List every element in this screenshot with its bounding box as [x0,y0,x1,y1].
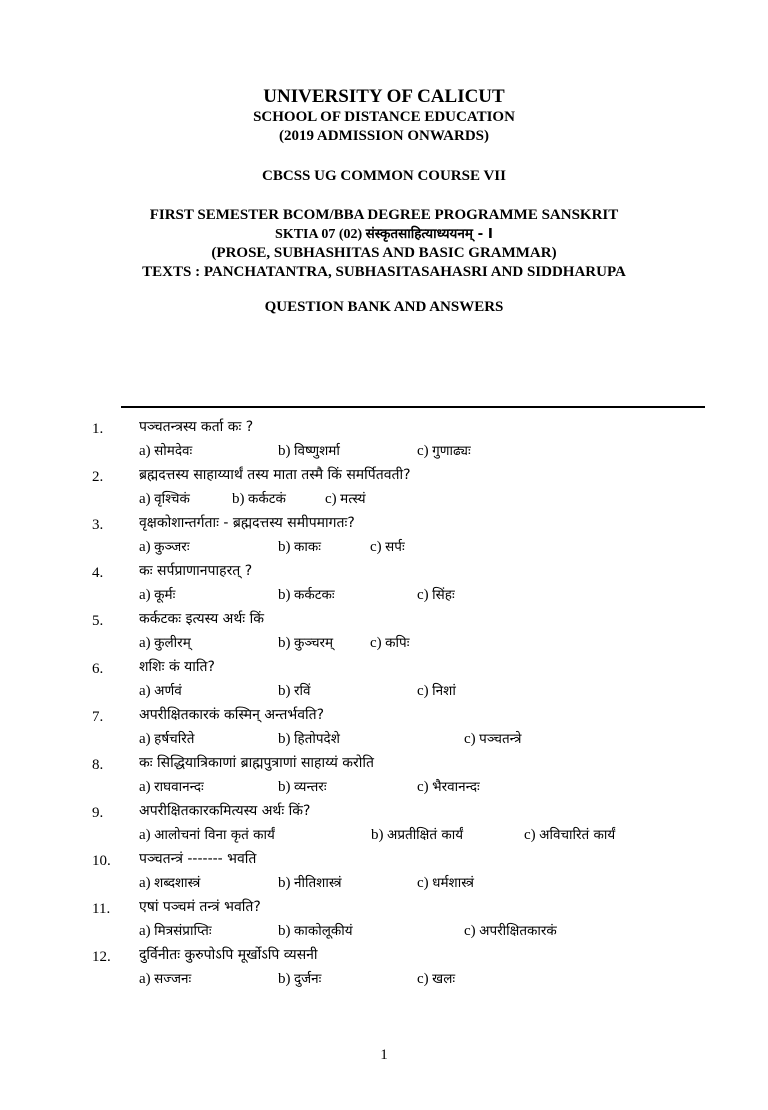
option-text: कुञ्जरः [154,539,190,555]
option-label: a) [139,491,151,507]
option-text: अर्णवं [154,683,182,699]
answer-option [139,441,192,460]
question-text: अपरीक्षितकारकमित्यस्य अर्थः किं? [139,803,311,819]
answer-option [139,921,212,940]
document-page [0,86,768,1110]
answer-option [139,873,200,892]
answer-option [524,825,615,844]
option-label: a) [139,875,151,891]
university-title: UNIVERSITY OF CALICUT [263,86,505,107]
option-label: b) [278,443,291,459]
option-label: c) [417,779,429,795]
answer-option [417,873,474,892]
answer-option [278,777,327,796]
option-label: b) [278,539,291,555]
question-item [0,801,768,849]
option-text: दुर्जनः [294,971,322,987]
question-number: 10. [92,853,111,869]
answer-option [417,969,455,988]
answer-option [371,825,463,844]
section-heading: QUESTION BANK AND ANSWERS [264,299,504,315]
question-text: एषां पञ्चमं तन्त्रं भवति? [139,899,261,915]
question-item [0,753,768,801]
question-text: कः सिद्धियात्रिकाणां ब्राह्मपुत्राणां साहाय्यं करोति [139,755,374,771]
option-label: c) [524,827,536,843]
question-number: 1. [92,421,104,437]
option-text: कुञ्चरम् [294,635,334,651]
option-label: b) [278,923,291,939]
option-text: नीतिशास्त्रं [294,875,342,891]
option-text: अपरीक्षितकारकं [479,923,557,939]
answer-option [278,537,321,556]
texts-line: TEXTS : PANCHATANTRA, SUBHASITASAHASRI AND SIDDHARUPA [142,264,626,280]
option-label: a) [139,587,151,603]
question-item [0,705,768,753]
question-item [0,417,768,465]
option-text: विष्णुशर्मा [294,443,340,459]
option-label: c) [417,971,429,987]
option-text: सिंहः [432,587,455,603]
answer-option [370,537,405,556]
option-text: काकः [294,539,321,555]
answer-option [139,489,190,508]
option-label: b) [232,491,245,507]
question-item [0,849,768,897]
answer-option [278,921,353,940]
answer-option [417,585,455,604]
question-number: 9. [92,805,104,821]
option-text: सर्पः [385,539,405,555]
option-text: निशां [432,683,456,699]
option-label: c) [464,923,476,939]
option-label: b) [371,827,384,843]
option-label: c) [417,443,429,459]
question-number: 11. [92,901,111,917]
option-text: कूर्मः [154,587,176,603]
option-label: b) [278,875,291,891]
question-item [0,945,768,993]
answer-option [417,777,480,796]
paper-line [0,225,768,244]
option-text: खलः [432,971,456,987]
question-number: 3. [92,517,104,533]
option-label: a) [139,923,151,939]
question-text: कर्कटकः इत्यस्य अर्थः किं [139,611,264,627]
option-label: a) [139,731,151,747]
paper-title: संस्कृतसाहित्याध्ययनम् - I [365,226,493,242]
question-item [0,513,768,561]
question-text: पञ्चतन्त्रस्य कर्ता कः ? [139,419,254,435]
answer-option [139,825,275,844]
question-text: दुर्विनीतः कुरुपोऽपि मूर्खोऽपि व्यसनी [139,947,318,963]
answer-option [139,681,182,700]
option-label: b) [278,971,291,987]
option-label: b) [278,587,291,603]
option-label: b) [278,683,291,699]
course-line: CBCSS UG COMMON COURSE VII [262,168,506,184]
option-label: a) [139,443,151,459]
option-text: सज्जनः [154,971,192,987]
answer-option [325,489,366,508]
question-item [0,465,768,513]
option-text: राघवानन्दः [154,779,204,795]
question-number: 5. [92,613,104,629]
option-label: c) [417,587,429,603]
option-text: कुलीरम् [154,635,191,651]
answer-option [139,585,175,604]
answer-option [139,729,194,748]
page-number: 1 [380,1047,388,1063]
question-text: कः सर्पप्राणानपाहरत् ? [139,563,253,579]
question-item [0,561,768,609]
question-item [0,897,768,945]
option-text: कपिः [385,635,410,651]
question-number: 4. [92,565,104,581]
option-text: भैरवानन्दः [432,779,480,795]
admission-line: (2019 ADMISSION ONWARDS) [278,128,490,144]
question-item [0,609,768,657]
option-text: हितोपदेशे [294,731,340,747]
option-text: हर्षचरिते [154,731,195,747]
question-number: 6. [92,661,104,677]
answer-option [139,633,191,652]
option-text: मत्स्यं [340,491,366,507]
question-text: शशिः कं याति? [139,659,215,675]
answer-option [278,441,340,460]
answer-option [139,537,190,556]
answer-option [417,441,471,460]
option-text: आलोचनां विना कृतं कार्यं [154,827,275,843]
answer-option [464,729,522,748]
option-text: अविचारितं कार्यं [539,827,616,843]
question-text: ब्रह्मदत्तस्य साहाय्यार्थं तस्य माता तस्मै किं समर्पितवती? [139,467,411,483]
option-text: शब्दशास्त्रं [154,875,201,891]
paper-code: SKTIA 07 (02) [275,227,363,242]
question-text: वृक्षकोशान्तर्गताः - ब्रह्मदत्तस्य समीपमागतः? [139,515,355,531]
option-text: सोमदेवः [154,443,193,459]
option-text: धर्मशास्त्रं [432,875,474,891]
option-label: a) [139,683,151,699]
option-label: a) [139,635,151,651]
option-label: b) [278,731,291,747]
option-label: a) [139,971,151,987]
option-text: काकोलूकीयं [294,923,353,939]
answer-option [278,873,342,892]
option-label: a) [139,827,151,843]
question-number: 12. [92,949,111,965]
school-name: SCHOOL OF DISTANCE EDUCATION [253,109,515,125]
question-text: पञ्चतन्त्रं ------- भवति [139,851,257,867]
option-label: c) [464,731,476,747]
question-number: 2. [92,469,104,485]
option-text: रविं [294,683,311,699]
answer-option [464,921,557,940]
answer-option [417,681,456,700]
option-text: व्यन्तरः [294,779,327,795]
option-text: मित्रसंप्राप्तिः [154,923,212,939]
option-label: c) [370,539,382,555]
answer-option [139,777,204,796]
option-label: a) [139,779,151,795]
answer-option [139,969,191,988]
answer-option [278,729,340,748]
question-item [0,657,768,705]
option-label: c) [417,875,429,891]
option-text: वृश्चिकं [154,491,190,507]
question-text: अपरीक्षितकारकं कस्मिन् अन्तर्भवति? [139,707,325,723]
option-text: अप्रतीक्षितं कार्यं [387,827,464,843]
option-label: c) [370,635,382,651]
question-number: 7. [92,709,104,725]
question-list [0,417,768,993]
question-number: 8. [92,757,104,773]
answer-option [278,633,333,652]
option-text: पञ्चतन्त्रे [479,731,522,747]
paper-subtitle: (PROSE, SUBHASHITAS AND BASIC GRAMMAR) [211,245,557,261]
answer-option [278,681,311,700]
section-divider [121,406,705,408]
option-label: b) [278,779,291,795]
option-label: b) [278,635,291,651]
answer-option [278,969,321,988]
answer-option [232,489,286,508]
option-text: कर्कटकं [248,491,286,507]
answer-option [278,585,335,604]
option-label: a) [139,539,151,555]
programme-line: FIRST SEMESTER BCOM/BBA DEGREE PROGRAMME SANSKRIT [149,207,619,223]
option-text: कर्कटकः [294,587,335,603]
option-label: c) [325,491,337,507]
option-label: c) [417,683,429,699]
answer-option [370,633,409,652]
option-text: गुणाढ्यः [432,443,471,459]
